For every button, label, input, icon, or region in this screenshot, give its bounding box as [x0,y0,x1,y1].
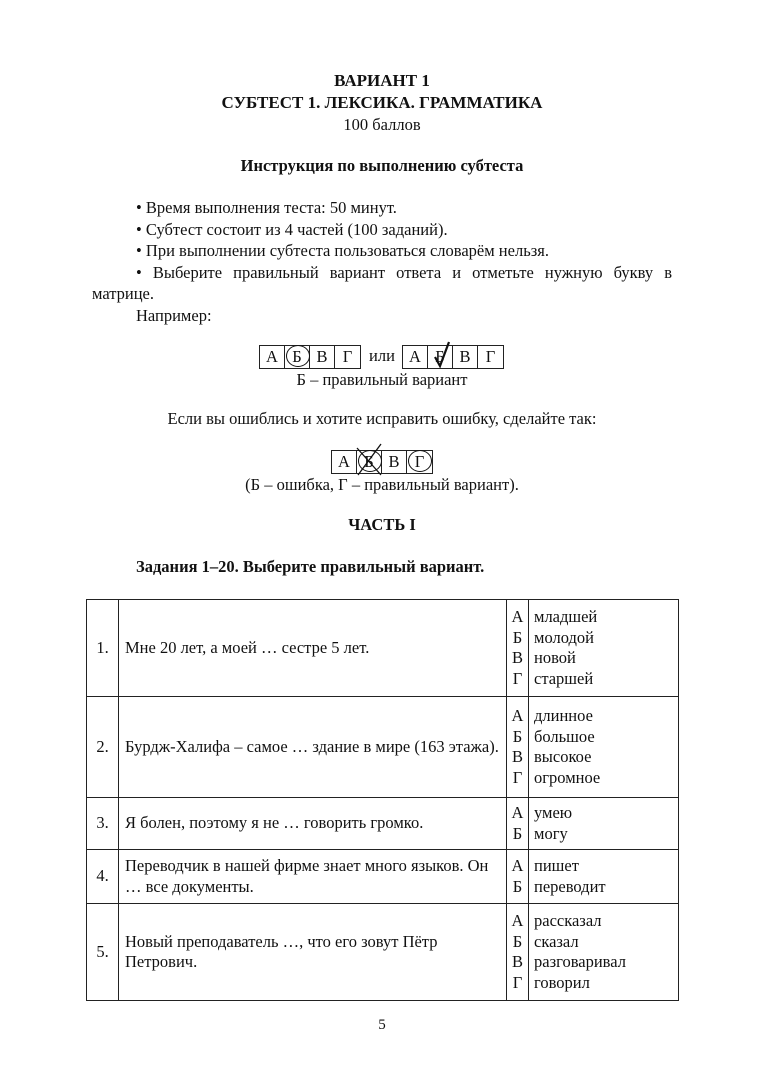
or-label: или [369,346,395,365]
bullet-time: • Время выполнения теста: 50 минут. [136,198,397,217]
task-heading: Задания 1–20. Выберите правильный вариант. [136,557,485,576]
option-item: высокое [534,747,592,766]
option-list [529,850,679,904]
option-list [529,798,679,850]
task-number: 5. [87,904,119,1001]
variant-title: ВАРИАНТ 1 [334,71,430,90]
option-letters: А Б В Г [507,600,529,697]
matrix-cell: А [260,346,285,368]
matrix-cell: Г [342,347,353,366]
option-letters: А Б В Г [507,697,529,798]
task-question: Бурдж-Халифа – самое … здание в мире (163 этажа). [119,697,507,798]
example-matrix-circle [259,345,361,369]
option-item: старшей [534,668,594,688]
task-number: 1. [87,600,119,697]
circle-mark-icon [286,345,310,367]
bullet-dictionary: • При выполнении субтеста пользоваться словарём нельзя. [136,241,549,260]
option-item: длинное [534,706,593,725]
matrix-cell: В [453,346,478,368]
option-item: умею [534,803,573,822]
correct-caption: Б – правильный вариант [296,370,468,389]
matrix-cell: А [403,346,428,368]
matrix-cell: Г [485,347,496,366]
matrix-cell: В [310,346,335,368]
table-row [87,600,679,697]
option-list [529,697,679,798]
matrix-letter: Б [364,452,374,471]
option-letters: А Б [507,850,529,904]
bullet-select-cont: матрице. [92,284,154,303]
matrix-letter: Б [292,347,302,366]
matrix-letter: Г [414,452,425,471]
task-question: Я болен, поэтому я не … говорить громко. [119,798,507,850]
circle-mark-icon [408,450,432,472]
option-item: большое [534,726,595,746]
option-item: молодой [534,627,594,647]
option-item: младшей [534,607,598,626]
task-number: 3. [87,798,119,850]
option-item: говорил [534,972,590,992]
bullet-parts: • Субтест состоит из 4 частей (100 заданий). [136,220,448,239]
page-number: 5 [378,1017,386,1033]
table-row [87,798,679,850]
table-row [87,850,679,904]
fix-caption: (Б – ошибка, Г – правильный вариант). [245,475,519,494]
checkmark-icon [428,346,453,368]
task-question: Новый преподаватель …, что его зовут Пётр Петрович. [119,904,507,1001]
subtest-title: СУБТЕСТ 1. ЛЕКСИКА. ГРАММАТИКА [221,93,543,112]
example-label: Например: [136,306,212,325]
example-matrix-check [402,345,504,369]
option-item: рассказал [534,911,602,930]
matrix-cell-circled [407,451,432,473]
matrix-cell-circled [285,346,310,368]
instructions-title: Инструкция по выполнению субтеста [240,156,524,175]
matrix-cell: В [382,451,407,473]
option-letters: А Б В Г [507,904,529,1001]
points-label: 100 баллов [343,115,421,134]
task-number: 4. [87,850,119,904]
option-list [529,904,679,1001]
part-title: ЧАСТЬ I [348,515,416,534]
option-item: пишет [534,856,579,875]
option-item: разговаривал [534,952,626,971]
task-question: Мне 20 лет, а моей … сестре 5 лет. [119,600,507,697]
cross-mark-icon [357,451,382,473]
matrix-cell-checked [428,346,453,368]
table-row [87,904,679,1001]
matrix-cell-crossed [357,451,382,473]
bullet-select: • Выберите правильный вариант ответа и отметьте нужную букву в [136,263,672,282]
task-question: Переводчик в нашей фирме знает много языков. Он … все документы. [119,850,507,904]
option-item: переводит [534,876,606,896]
matrix-letter: Б [435,347,445,366]
correction-matrix [331,450,433,474]
option-item: новой [534,648,576,667]
task-number: 2. [87,697,119,798]
option-item: огромное [534,767,601,787]
table-row [87,697,679,798]
fix-instruction: Если вы ошиблись и хотите исправить ошибку, сделайте так: [167,409,597,428]
option-list [529,600,679,697]
option-item: сказал [534,931,579,951]
tasks-table [86,599,679,1001]
matrix-cell: А [332,451,357,473]
option-letters: А Б [507,798,529,850]
option-item: могу [534,823,568,843]
